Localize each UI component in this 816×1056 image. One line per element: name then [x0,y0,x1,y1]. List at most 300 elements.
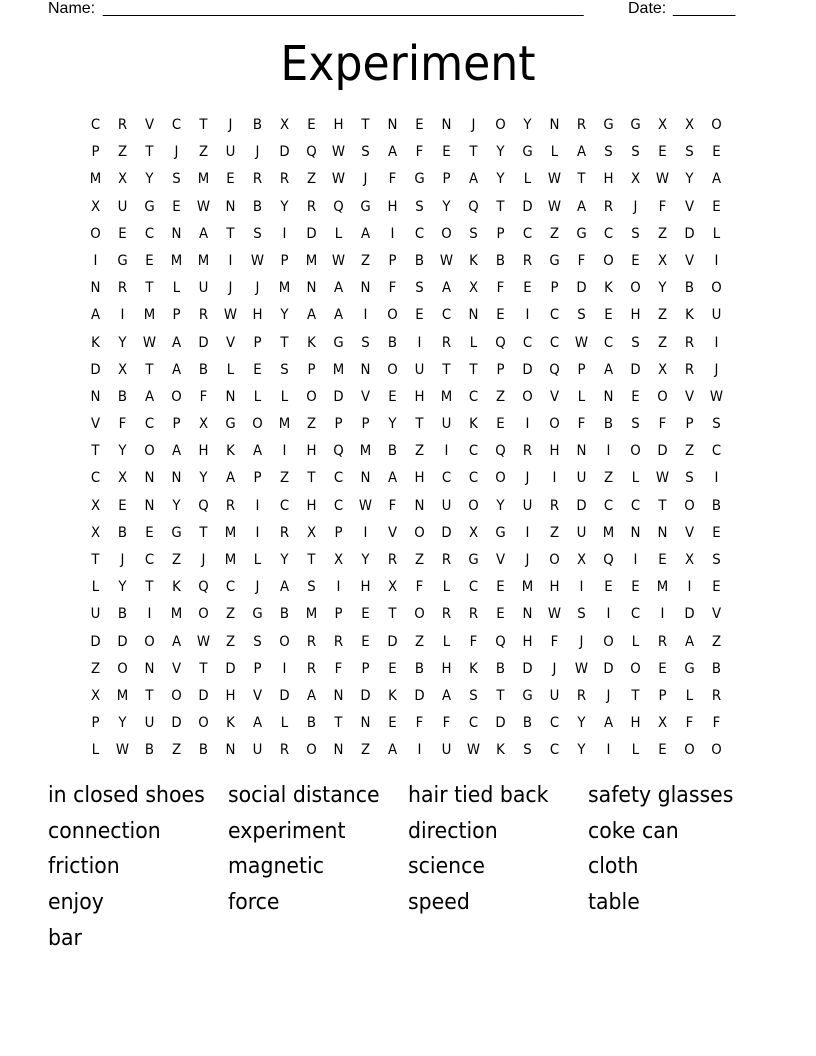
grid-letter[interactable]: P [496,361,505,378]
grid-letter[interactable]: P [172,307,181,324]
grid-letter[interactable]: F [577,416,586,433]
grid-letter[interactable]: I [417,742,422,759]
grid-letter[interactable]: N [171,470,182,487]
grid-letter[interactable]: E [658,742,667,759]
grid-letter[interactable]: M [305,606,318,623]
grid-letter[interactable]: E [631,579,640,596]
grid-letter[interactable]: W [547,198,562,215]
grid-letter[interactable]: W [358,497,373,514]
grid-letter[interactable]: C [144,225,155,242]
grid-letter[interactable]: X [468,280,479,297]
grid-letter[interactable]: N [603,388,614,405]
grid-letter[interactable]: H [414,470,425,487]
grid-letter[interactable]: F [199,388,208,405]
grid-letter[interactable]: Z [414,633,425,650]
grid-letter[interactable]: W [115,742,130,759]
grid-letter[interactable]: W [331,252,346,269]
grid-letter[interactable]: K [91,334,100,351]
grid-letter[interactable]: Y [172,497,181,514]
grid-letter[interactable]: P [172,416,181,433]
grid-letter[interactable]: Z [549,524,560,541]
grid-letter[interactable]: A [468,171,479,188]
grid-letter[interactable]: H [333,117,344,133]
grid-letter[interactable]: E [604,307,613,324]
grid-letter[interactable]: C [603,334,614,351]
grid-letter[interactable]: S [631,225,640,242]
grid-letter[interactable]: I [525,416,530,433]
grid-letter[interactable]: K [388,687,397,704]
grid-letter[interactable]: X [306,524,317,541]
grid-letter[interactable]: U [441,742,452,759]
grid-letter[interactable]: E [361,633,370,650]
grid-letter[interactable]: U [549,687,560,704]
grid-letter[interactable]: T [361,117,370,133]
grid-letter[interactable]: U [711,307,722,324]
grid-letter[interactable]: O [630,443,641,460]
grid-letter[interactable]: C [549,742,560,759]
grid-letter[interactable]: Z [225,633,236,650]
grid-letter[interactable]: Z [657,307,668,324]
grid-letter[interactable]: K [469,252,478,269]
grid-letter[interactable]: P [334,606,343,623]
grid-letter[interactable]: F [496,280,505,297]
grid-letter[interactable]: B [603,416,614,433]
grid-letter[interactable]: E [496,416,505,433]
grid-letter[interactable]: Y [442,198,451,215]
grid-letter[interactable]: W [196,633,211,650]
grid-letter[interactable]: Z [360,742,371,759]
grid-letter[interactable]: O [657,388,668,405]
grid-letter[interactable]: J [579,633,584,650]
grid-letter[interactable]: E [658,660,667,677]
grid-letter[interactable]: S [307,579,316,596]
grid-letter[interactable]: X [90,497,101,514]
grid-letter[interactable]: O [306,742,317,759]
grid-letter[interactable]: T [91,552,100,568]
grid-letter[interactable]: I [363,524,368,541]
grid-letter[interactable]: S [712,416,721,433]
grid-letter[interactable]: I [417,334,422,351]
grid-letter[interactable]: B [117,606,128,623]
grid-letter[interactable]: D [198,687,209,704]
grid-letter[interactable]: N [387,117,398,133]
grid-letter[interactable]: G [414,171,425,188]
grid-letter[interactable]: Z [549,225,560,242]
grid-letter[interactable]: C [414,225,425,242]
grid-letter[interactable]: E [523,280,532,297]
grid-letter[interactable]: J [120,552,125,568]
grid-letter[interactable]: O [549,416,560,433]
grid-letter[interactable]: L [631,633,640,650]
grid-letter[interactable]: F [712,715,721,732]
grid-letter[interactable]: C [549,334,560,351]
grid-letter[interactable]: J [228,280,233,297]
grid-letter[interactable]: I [282,660,287,677]
grid-letter[interactable]: A [576,144,587,161]
grid-letter[interactable]: Y [523,117,532,133]
grid-letter[interactable]: U [144,715,155,732]
grid-letter[interactable]: I [255,524,260,541]
grid-letter[interactable]: S [523,742,532,759]
grid-letter[interactable]: B [144,742,155,759]
grid-letter[interactable]: R [117,117,128,133]
grid-letter[interactable]: W [331,144,346,161]
grid-letter[interactable]: B [522,715,533,732]
grid-letter[interactable]: Q [333,443,344,460]
grid-letter[interactable]: G [522,144,533,161]
grid-letter[interactable]: S [415,198,424,215]
grid-letter[interactable]: O [117,660,128,677]
grid-letter[interactable]: A [279,579,290,596]
grid-letter[interactable]: B [252,198,263,215]
grid-letter[interactable]: R [684,334,695,351]
grid-letter[interactable]: T [415,416,424,433]
grid-letter[interactable]: Q [468,198,479,215]
grid-letter[interactable]: Z [279,470,290,487]
grid-letter[interactable]: N [360,715,371,732]
grid-letter[interactable]: R [279,524,290,541]
grid-letter[interactable]: B [306,715,317,732]
grid-letter[interactable]: O [603,252,614,269]
grid-letter[interactable]: A [387,144,398,161]
grid-letter[interactable]: M [224,524,237,541]
grid-letter[interactable]: C [468,388,479,405]
grid-letter[interactable]: E [145,524,154,541]
grid-letter[interactable]: U [441,497,452,514]
grid-letter[interactable]: Z [171,552,182,568]
grid-letter[interactable]: L [685,687,694,704]
grid-letter[interactable]: L [631,742,640,759]
grid-letter[interactable]: S [577,307,586,324]
grid-letter[interactable]: L [280,715,289,732]
grid-letter[interactable]: O [387,307,398,324]
grid-letter[interactable]: E [118,225,127,242]
grid-letter[interactable]: T [631,687,640,704]
grid-letter[interactable]: U [522,497,533,514]
grid-letter[interactable]: A [603,361,614,378]
grid-letter[interactable]: L [712,225,721,242]
grid-letter[interactable]: B [414,660,425,677]
grid-letter[interactable]: E [658,552,667,568]
grid-letter[interactable]: P [253,334,262,351]
grid-letter[interactable]: H [306,497,317,514]
grid-letter[interactable]: C [468,715,479,732]
grid-letter[interactable]: P [91,144,100,161]
grid-letter[interactable]: X [198,416,209,433]
grid-letter[interactable]: Y [118,334,127,351]
grid-letter[interactable]: D [630,361,641,378]
grid-letter[interactable]: G [576,225,587,242]
grid-letter[interactable]: T [91,443,100,460]
grid-letter[interactable]: S [361,144,370,161]
grid-letter[interactable]: T [334,715,343,732]
grid-letter[interactable]: T [496,198,505,215]
grid-letter[interactable]: I [606,443,611,460]
grid-letter[interactable]: S [172,171,181,188]
grid-letter[interactable]: A [90,307,101,324]
grid-letter[interactable]: R [522,252,533,269]
grid-letter[interactable]: N [657,524,668,541]
grid-letter[interactable]: E [388,660,397,677]
grid-letter[interactable]: O [198,606,209,623]
grid-letter[interactable]: G [252,606,263,623]
grid-letter[interactable]: N [414,497,425,514]
grid-letter[interactable]: Z [225,606,236,623]
grid-letter[interactable]: Z [603,470,614,487]
grid-letter[interactable]: G [171,524,182,541]
grid-letter[interactable]: M [278,280,291,297]
grid-letter[interactable]: V [684,388,695,405]
grid-letter[interactable]: M [116,687,129,704]
grid-letter[interactable]: N [576,443,587,460]
grid-letter[interactable]: A [333,307,344,324]
grid-letter[interactable]: E [172,198,181,215]
grid-letter[interactable]: Q [198,579,209,596]
grid-letter[interactable]: E [307,117,316,133]
grid-letter[interactable]: Z [657,225,668,242]
grid-letter[interactable]: N [225,388,236,405]
grid-letter[interactable]: E [712,579,721,596]
grid-letter[interactable]: A [144,388,155,405]
grid-letter[interactable]: Z [171,742,182,759]
grid-letter[interactable]: T [577,171,586,188]
grid-letter[interactable]: E [388,388,397,405]
grid-letter[interactable]: V [684,252,695,269]
grid-letter[interactable]: E [604,579,613,596]
grid-letter[interactable]: Y [280,198,289,215]
grid-letter[interactable]: Y [280,307,289,324]
grid-letter[interactable]: R [549,497,560,514]
grid-letter[interactable]: M [89,171,102,188]
grid-letter[interactable]: L [442,579,451,596]
grid-letter[interactable]: G [549,252,560,269]
grid-letter[interactable]: C [279,497,290,514]
grid-letter[interactable]: P [496,225,505,242]
grid-letter[interactable]: C [441,307,452,324]
grid-letter[interactable]: G [603,117,614,133]
grid-letter[interactable]: N [144,660,155,677]
grid-letter[interactable]: I [606,606,611,623]
grid-letter[interactable]: P [361,416,370,433]
grid-letter[interactable]: P [442,171,451,188]
grid-letter[interactable]: A [441,687,452,704]
grid-letter[interactable]: I [228,252,233,269]
grid-letter[interactable]: B [684,280,695,297]
grid-letter[interactable]: D [90,361,101,378]
grid-letter[interactable]: C [711,443,722,460]
grid-letter[interactable]: D [279,144,290,161]
grid-letter[interactable]: Y [577,715,586,732]
grid-letter[interactable]: T [199,117,208,133]
grid-letter[interactable]: D [441,524,452,541]
grid-letter[interactable]: F [415,144,424,161]
grid-letter[interactable]: Y [118,443,127,460]
grid-letter[interactable]: B [252,117,263,133]
grid-letter[interactable]: M [224,552,237,568]
grid-letter[interactable]: C [549,307,560,324]
grid-letter[interactable]: Z [360,252,371,269]
grid-letter[interactable]: O [711,280,722,297]
grid-letter[interactable]: N [630,524,641,541]
grid-letter[interactable]: R [333,633,344,650]
grid-letter[interactable]: P [334,524,343,541]
grid-letter[interactable]: D [306,225,317,242]
grid-letter[interactable]: R [468,606,479,623]
grid-letter[interactable]: T [145,687,154,704]
grid-letter[interactable]: A [333,280,344,297]
grid-letter[interactable]: K [685,307,694,324]
grid-letter[interactable]: R [711,687,722,704]
grid-letter[interactable]: R [522,443,533,460]
grid-letter[interactable]: N [90,280,101,297]
grid-letter[interactable]: F [442,715,451,732]
grid-letter[interactable]: R [387,552,398,568]
grid-letter[interactable]: X [657,361,668,378]
grid-letter[interactable]: D [576,280,587,297]
grid-letter[interactable]: B [198,361,209,378]
grid-letter[interactable]: R [441,552,452,568]
grid-letter[interactable]: A [225,470,236,487]
grid-letter[interactable]: X [333,552,344,568]
grid-letter[interactable]: O [90,225,101,242]
grid-letter[interactable]: E [253,361,262,378]
grid-letter[interactable]: B [495,660,506,677]
grid-letter[interactable]: M [278,416,291,433]
grid-letter[interactable]: Z [306,171,317,188]
grid-letter[interactable]: F [334,660,343,677]
grid-letter[interactable]: B [711,497,722,514]
grid-letter[interactable]: R [306,660,317,677]
grid-letter[interactable]: J [471,117,476,133]
grid-letter[interactable]: K [307,334,316,351]
grid-letter[interactable]: O [684,742,695,759]
grid-letter[interactable]: V [252,687,263,704]
grid-letter[interactable]: X [279,117,290,133]
grid-letter[interactable]: C [333,497,344,514]
grid-letter[interactable]: H [522,633,533,650]
grid-letter[interactable]: W [655,470,670,487]
grid-letter[interactable]: C [522,334,533,351]
grid-letter[interactable]: H [441,660,452,677]
grid-letter[interactable]: N [144,470,155,487]
grid-letter[interactable]: C [171,117,182,133]
grid-letter[interactable]: T [145,144,154,161]
grid-letter[interactable]: A [171,443,182,460]
grid-letter[interactable]: Q [306,144,317,161]
grid-letter[interactable]: H [306,443,317,460]
grid-letter[interactable]: T [199,524,208,541]
grid-letter[interactable]: Y [118,715,127,732]
grid-letter[interactable]: W [196,198,211,215]
grid-letter[interactable]: V [387,524,398,541]
grid-letter[interactable]: F [388,280,397,297]
grid-letter[interactable]: K [469,416,478,433]
grid-letter[interactable]: D [576,497,587,514]
grid-letter[interactable]: Y [118,579,127,596]
grid-letter[interactable]: F [388,497,397,514]
grid-letter[interactable]: O [630,280,641,297]
grid-letter[interactable]: E [226,171,235,188]
grid-letter[interactable]: O [495,117,506,133]
grid-letter[interactable]: I [525,524,530,541]
grid-letter[interactable]: Y [577,742,586,759]
grid-letter[interactable]: W [547,606,562,623]
grid-letter[interactable]: I [363,307,368,324]
grid-letter[interactable]: J [552,660,557,677]
grid-letter[interactable]: S [685,470,694,487]
grid-letter[interactable]: A [360,225,371,242]
grid-letter[interactable]: P [361,660,370,677]
grid-letter[interactable]: B [387,443,398,460]
grid-letter[interactable]: Y [145,171,154,188]
grid-letter[interactable]: Z [495,388,506,405]
grid-letter[interactable]: W [574,334,589,351]
grid-letter[interactable]: A [198,225,209,242]
grid-letter[interactable]: Z [711,633,722,650]
grid-letter[interactable]: G [360,198,371,215]
grid-letter[interactable]: V [711,606,722,623]
grid-letter[interactable]: N [90,388,101,405]
grid-letter[interactable]: H [603,171,614,188]
grid-letter[interactable]: T [307,470,316,487]
grid-letter[interactable]: W [250,252,265,269]
grid-letter[interactable]: I [633,552,638,568]
grid-letter[interactable]: E [415,307,424,324]
grid-letter[interactable]: C [603,497,614,514]
grid-letter[interactable]: R [279,171,290,188]
grid-letter[interactable]: F [469,633,478,650]
grid-letter[interactable]: J [255,579,260,596]
grid-letter[interactable]: J [606,687,611,704]
grid-letter[interactable]: S [361,334,370,351]
grid-letter[interactable]: D [603,660,614,677]
grid-letter[interactable]: N [225,742,236,759]
grid-letter[interactable]: E [712,144,721,161]
grid-letter[interactable]: L [172,280,181,297]
grid-letter[interactable]: M [170,252,183,269]
grid-letter[interactable]: E [712,524,721,541]
grid-letter[interactable]: F [658,198,667,215]
grid-letter[interactable]: U [198,280,209,297]
grid-letter[interactable]: M [305,252,318,269]
grid-letter[interactable]: E [496,307,505,324]
grid-letter[interactable]: R [279,742,290,759]
grid-letter[interactable]: L [550,144,559,161]
grid-letter[interactable]: F [388,171,397,188]
grid-letter[interactable]: D [117,633,128,650]
grid-letter[interactable]: O [387,361,398,378]
grid-letter[interactable]: W [466,742,481,759]
grid-letter[interactable]: I [606,742,611,759]
grid-letter[interactable]: L [280,388,289,405]
grid-letter[interactable]: C [603,225,614,242]
grid-letter[interactable]: A [171,361,182,378]
grid-letter[interactable]: S [577,606,586,623]
grid-letter[interactable]: B [495,252,506,269]
grid-letter[interactable]: G [684,660,695,677]
grid-letter[interactable]: J [174,144,179,161]
grid-letter[interactable]: A [684,633,695,650]
grid-letter[interactable]: Z [117,144,128,161]
grid-letter[interactable]: A [171,334,182,351]
grid-letter[interactable]: O [414,524,425,541]
grid-letter[interactable]: A [576,198,587,215]
grid-letter[interactable]: T [307,552,316,568]
grid-letter[interactable]: I [390,225,395,242]
grid-letter[interactable]: S [631,416,640,433]
grid-letter[interactable]: W [331,171,346,188]
grid-letter[interactable]: W [574,660,589,677]
